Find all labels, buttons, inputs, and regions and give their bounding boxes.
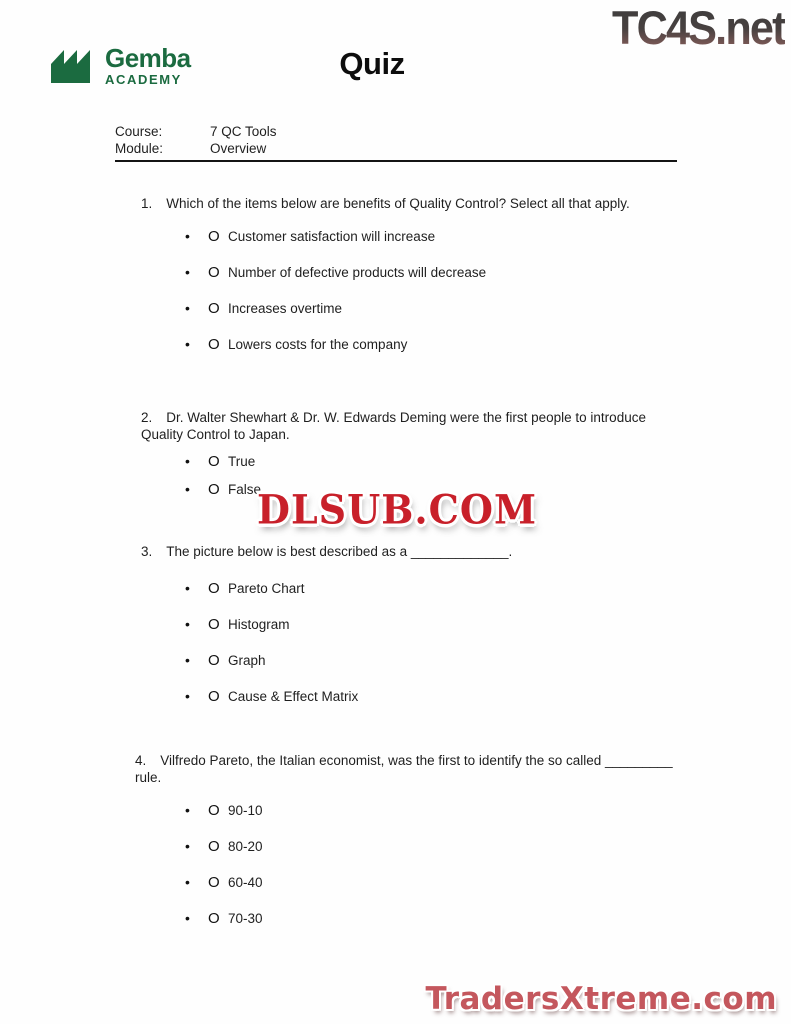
question-3 (141, 543, 677, 560)
radio-icon[interactable]: O (208, 453, 220, 470)
bullet-icon: • (185, 580, 190, 596)
question-2-text: Dr. Walter Shewhart & Dr. W. Edwards Deming were the first people to introduce Quality Control to Japan. (141, 410, 646, 442)
bullet-icon: • (185, 336, 190, 352)
radio-icon[interactable]: O (208, 910, 220, 927)
question-4-option-3[interactable] (185, 875, 677, 890)
question-1-text: Which of the items below are benefits of Quality Control? Select all that apply. (166, 196, 630, 211)
question-1 (141, 195, 677, 212)
question-2 (141, 409, 677, 443)
logo-subname: ACADEMY (105, 72, 182, 87)
question-2-option-1[interactable] (185, 454, 677, 469)
question-4 (135, 752, 677, 786)
radio-icon[interactable]: O (208, 652, 220, 669)
bullet-icon: • (185, 300, 190, 316)
option-label: 80-20 (228, 839, 263, 854)
radio-icon[interactable]: O (208, 300, 220, 317)
option-label: False (228, 482, 262, 497)
dlsub-watermark: DLSUB.COM (257, 485, 538, 534)
bullet-icon: • (185, 652, 190, 668)
tradersxtreme-watermark: TradersXtreme.com (425, 981, 777, 1017)
question-4-option-1[interactable] (185, 803, 677, 818)
option-label: Number of defective products will decrease (228, 265, 487, 280)
tc4s-watermark: TC4S.net (612, 1, 785, 54)
option-label: Customer satisfaction will increase (228, 229, 436, 244)
question-3-option-3[interactable] (185, 653, 677, 668)
radio-icon[interactable]: O (208, 874, 220, 891)
bullet-icon: • (185, 481, 190, 497)
radio-icon[interactable]: O (208, 580, 220, 597)
question-1-number: 1. (141, 196, 153, 211)
question-4-option-2[interactable] (185, 839, 677, 854)
question-3-option-1[interactable] (185, 581, 677, 596)
question-4-text: Vilfredo Pareto, the Italian economist, was the first to identify the so called _________ rule. (135, 753, 673, 785)
module-label: Module: (115, 141, 164, 156)
option-label: Graph (228, 653, 266, 668)
option-label: Pareto Chart (228, 581, 305, 596)
bullet-icon: • (185, 453, 190, 469)
option-label: 90-10 (228, 803, 263, 818)
logo-name: Gemba (105, 43, 191, 73)
option-label: Histogram (228, 617, 290, 632)
question-1-option-2[interactable] (185, 265, 677, 280)
radio-icon[interactable]: O (208, 481, 220, 498)
question-4-option-4[interactable] (185, 911, 677, 926)
question-3-number: 3. (141, 544, 153, 559)
question-1-option-4[interactable] (185, 337, 677, 352)
bullet-icon: • (185, 616, 190, 632)
option-label: 70-30 (228, 911, 263, 926)
bullet-icon: • (185, 838, 190, 854)
module-value: Overview (210, 141, 267, 156)
course-info-block (115, 123, 677, 162)
question-2-number: 2. (141, 410, 153, 425)
option-label: Lowers costs for the company (228, 337, 408, 352)
course-label: Course: (115, 124, 163, 139)
radio-icon[interactable]: O (208, 228, 220, 245)
option-label: True (228, 454, 256, 469)
bullet-icon: • (185, 264, 190, 280)
module-row (115, 140, 677, 157)
question-1-option-3[interactable] (185, 301, 677, 316)
question-3-option-2[interactable] (185, 617, 677, 632)
bullet-icon: • (185, 688, 190, 704)
radio-icon[interactable]: O (208, 802, 220, 819)
bullet-icon: • (185, 910, 190, 926)
radio-icon[interactable]: O (208, 336, 220, 353)
option-label: 60-40 (228, 875, 263, 890)
question-4-number: 4. (135, 753, 147, 768)
bullet-icon: • (185, 802, 190, 818)
radio-icon[interactable]: O (208, 838, 220, 855)
radio-icon[interactable]: O (208, 616, 220, 633)
course-row (115, 123, 677, 140)
bullet-icon: • (185, 874, 190, 890)
radio-icon[interactable]: O (208, 264, 220, 281)
option-label: Increases overtime (228, 301, 343, 316)
radio-icon[interactable]: O (208, 688, 220, 705)
question-3-text: The picture below is best described as a _____________. (166, 544, 513, 559)
bullet-icon: • (185, 228, 190, 244)
question-1-option-1[interactable] (185, 229, 677, 244)
option-label: Cause & Effect Matrix (228, 689, 359, 704)
page-title: Quiz (339, 46, 405, 81)
course-value: 7 QC Tools (210, 124, 277, 139)
question-3-option-4[interactable] (185, 689, 677, 704)
